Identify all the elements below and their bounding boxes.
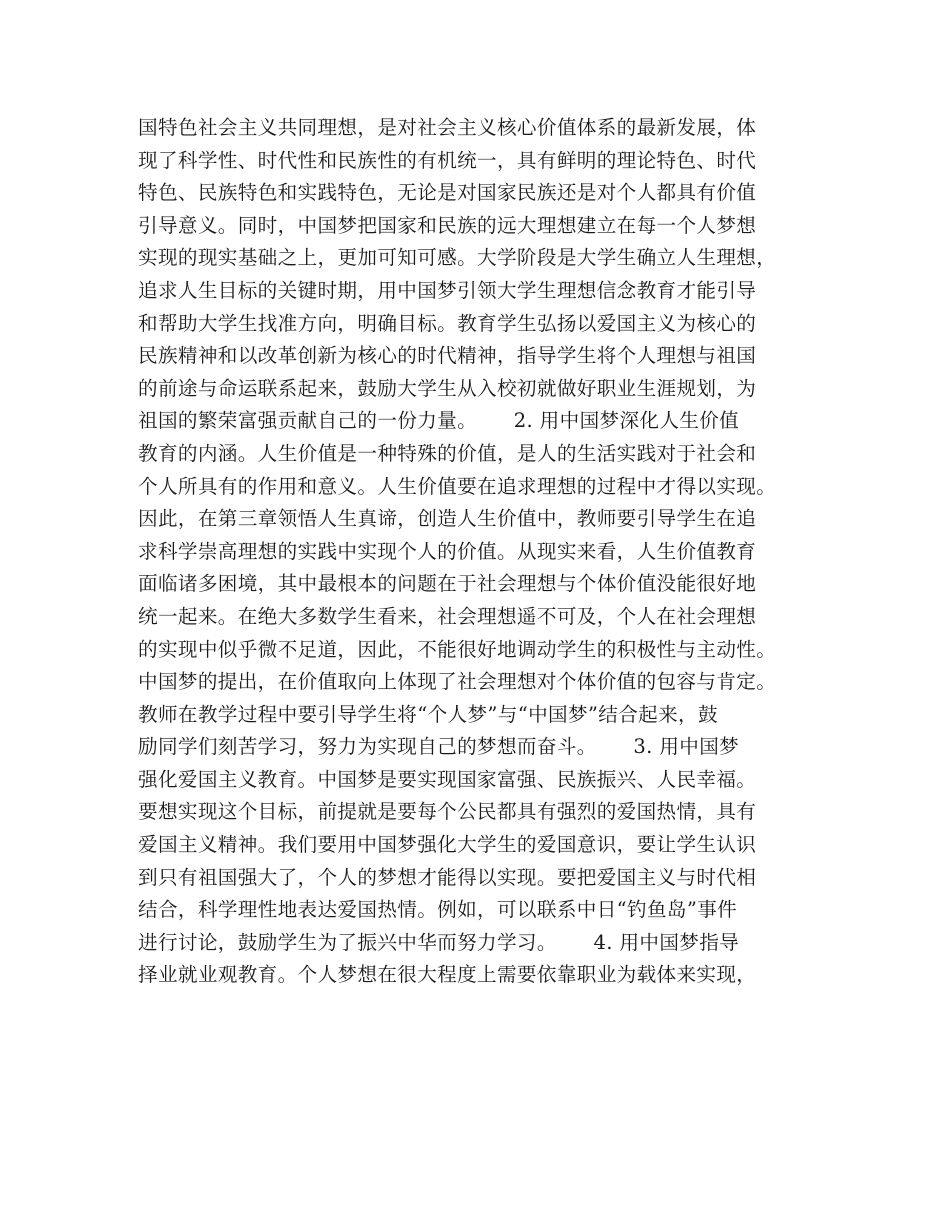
text-line: 国特色社会主义共同理想，是对社会主义核心价值体系的最新发展，体 [138, 116, 757, 139]
text-line: 个人所具有的作用和意义。人生价值要在追求理想的过程中才得以实现。 [138, 474, 777, 498]
text-line: 求科学崇高理想的实践中实现个人的价值。从现实来看，人生价值教育 [138, 539, 757, 563]
text-line: 的前途与命运联系起来，鼓励大学生从入校初就做好职业生涯规划，为 [138, 376, 757, 400]
text-line: 强化爱国主义教育。中国梦是要实现国家富强、民族振兴、人民幸福。 [138, 767, 757, 791]
text-line: 因此，在第三章领悟人生真谛，创造人生价值中，教师要引导学生在追 [138, 507, 757, 531]
text-line: 特色、民族特色和实践特色，无论是对国家民族还是对个人都具有价值 [138, 181, 757, 205]
text-line: 面临诸多困境，其中最根本的问题在于社会理想与个体价值没能很好地 [138, 572, 757, 596]
text-line: 要想实现这个目标，前提就是要每个公民都具有强烈的爱国热情，具有 [138, 800, 757, 824]
text-line: 的实现中似乎微不足道，因此，不能很好地调动学生的积极性与主动性。 [138, 637, 777, 661]
text-line: 和帮助大学生找准方向，明确目标。教育学生弘扬以爱国主义为核心的 [138, 311, 757, 335]
body-text [138, 112, 818, 992]
text-line: 教师在教学过程中要引导学生将“个人梦”与“中国梦”结合起来，鼓 [138, 702, 718, 726]
text-line: 实现的现实基础之上，更加可知可感。大学阶段是大学生确立人生理想， [138, 246, 777, 270]
text-line: 励同学们刻苦学习，努力为实现自己的梦想而奋斗。 3. 用中国梦 [138, 735, 740, 759]
text-line: 追求人生目标的关键时期，用中国梦引领大学生理想信念教育才能引导 [138, 278, 757, 302]
text-line: 统一起来。在绝大多数学生看来，社会理想遥不可及，个人在社会理想 [138, 604, 757, 628]
text-line: 到只有祖国强大了，个人的梦想才能得以实现。要把爱国主义与时代相 [138, 865, 757, 889]
text-line: 引导意义。同时，中国梦把国家和民族的远大理想建立在每一个人梦想 [138, 213, 757, 237]
text-line: 择业就业观教育。个人梦想在很大程度上需要依靠职业为载体来实现， [138, 963, 757, 987]
text-line: 民族精神和以改革创新为核心的时代精神，指导学生将个人理想与祖国 [138, 344, 757, 368]
text-line: 祖国的繁荣富强贡献自己的一份力量。 2. 用中国梦深化人生价值 [138, 409, 740, 433]
text-line: 现了科学性、时代性和民族性的有机统一，具有鲜明的理论特色、时代 [138, 148, 757, 172]
text-line: 教育的内涵。人生价值是一种特殊的价值，是人的生活实践对于社会和 [138, 441, 757, 465]
text-line: 结合，科学理性地表达爱国热情。例如，可以联系中日“钓鱼岛”事件 [138, 898, 738, 922]
text-line: 中国梦的提出，在价值取向上体现了社会理想对个体价值的包容与肯定。 [138, 670, 777, 694]
text-line: 进行讨论，鼓励学生为了振兴中华而努力学习。 4. 用中国梦指导 [138, 930, 740, 954]
text-line: 爱国主义精神。我们要用中国梦强化大学生的爱国意识，要让学生认识 [138, 833, 757, 857]
